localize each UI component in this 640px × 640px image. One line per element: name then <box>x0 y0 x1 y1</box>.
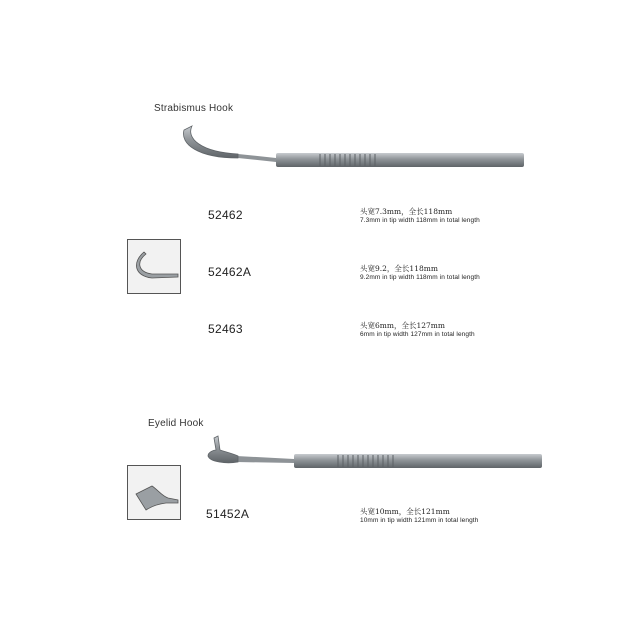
strabismus-hook-tip-detail <box>127 239 181 294</box>
product-code: 52462 <box>208 208 243 222</box>
spec-english: 10mm in tip width 121mm in total length <box>360 517 479 524</box>
product-code: 51452A <box>206 507 250 521</box>
strabismus-hook-tip-icon <box>128 240 180 293</box>
spec-chinese: 头宽7.3mm，全长118mm <box>360 207 453 216</box>
eyelid-hook-title: Eyelid Hook <box>148 418 204 429</box>
spec-english: 9.2mm in tip width 118mm in total length <box>360 274 480 281</box>
spec-chinese: 头宽6mm，全长127mm <box>360 321 446 330</box>
spec-english: 7.3mm in tip width 118mm in total length <box>360 217 480 224</box>
eyelid-hook-tip-detail <box>127 465 181 520</box>
eyelid-hook-tip-icon <box>128 466 180 519</box>
spec-english: 6mm in tip width 127mm in total length <box>360 331 475 338</box>
product-code: 52462A <box>208 265 252 279</box>
strabismus-hook-title: Strabismus Hook <box>154 103 234 114</box>
product-code: 52463 <box>208 322 243 336</box>
strabismus-hook-instrument-icon <box>178 118 528 174</box>
spec-chinese: 头宽10mm，全长121mm <box>360 507 450 516</box>
eyelid-hook-instrument-icon <box>196 432 546 472</box>
spec-chinese: 头宽9.2，全长118mm <box>360 264 438 273</box>
